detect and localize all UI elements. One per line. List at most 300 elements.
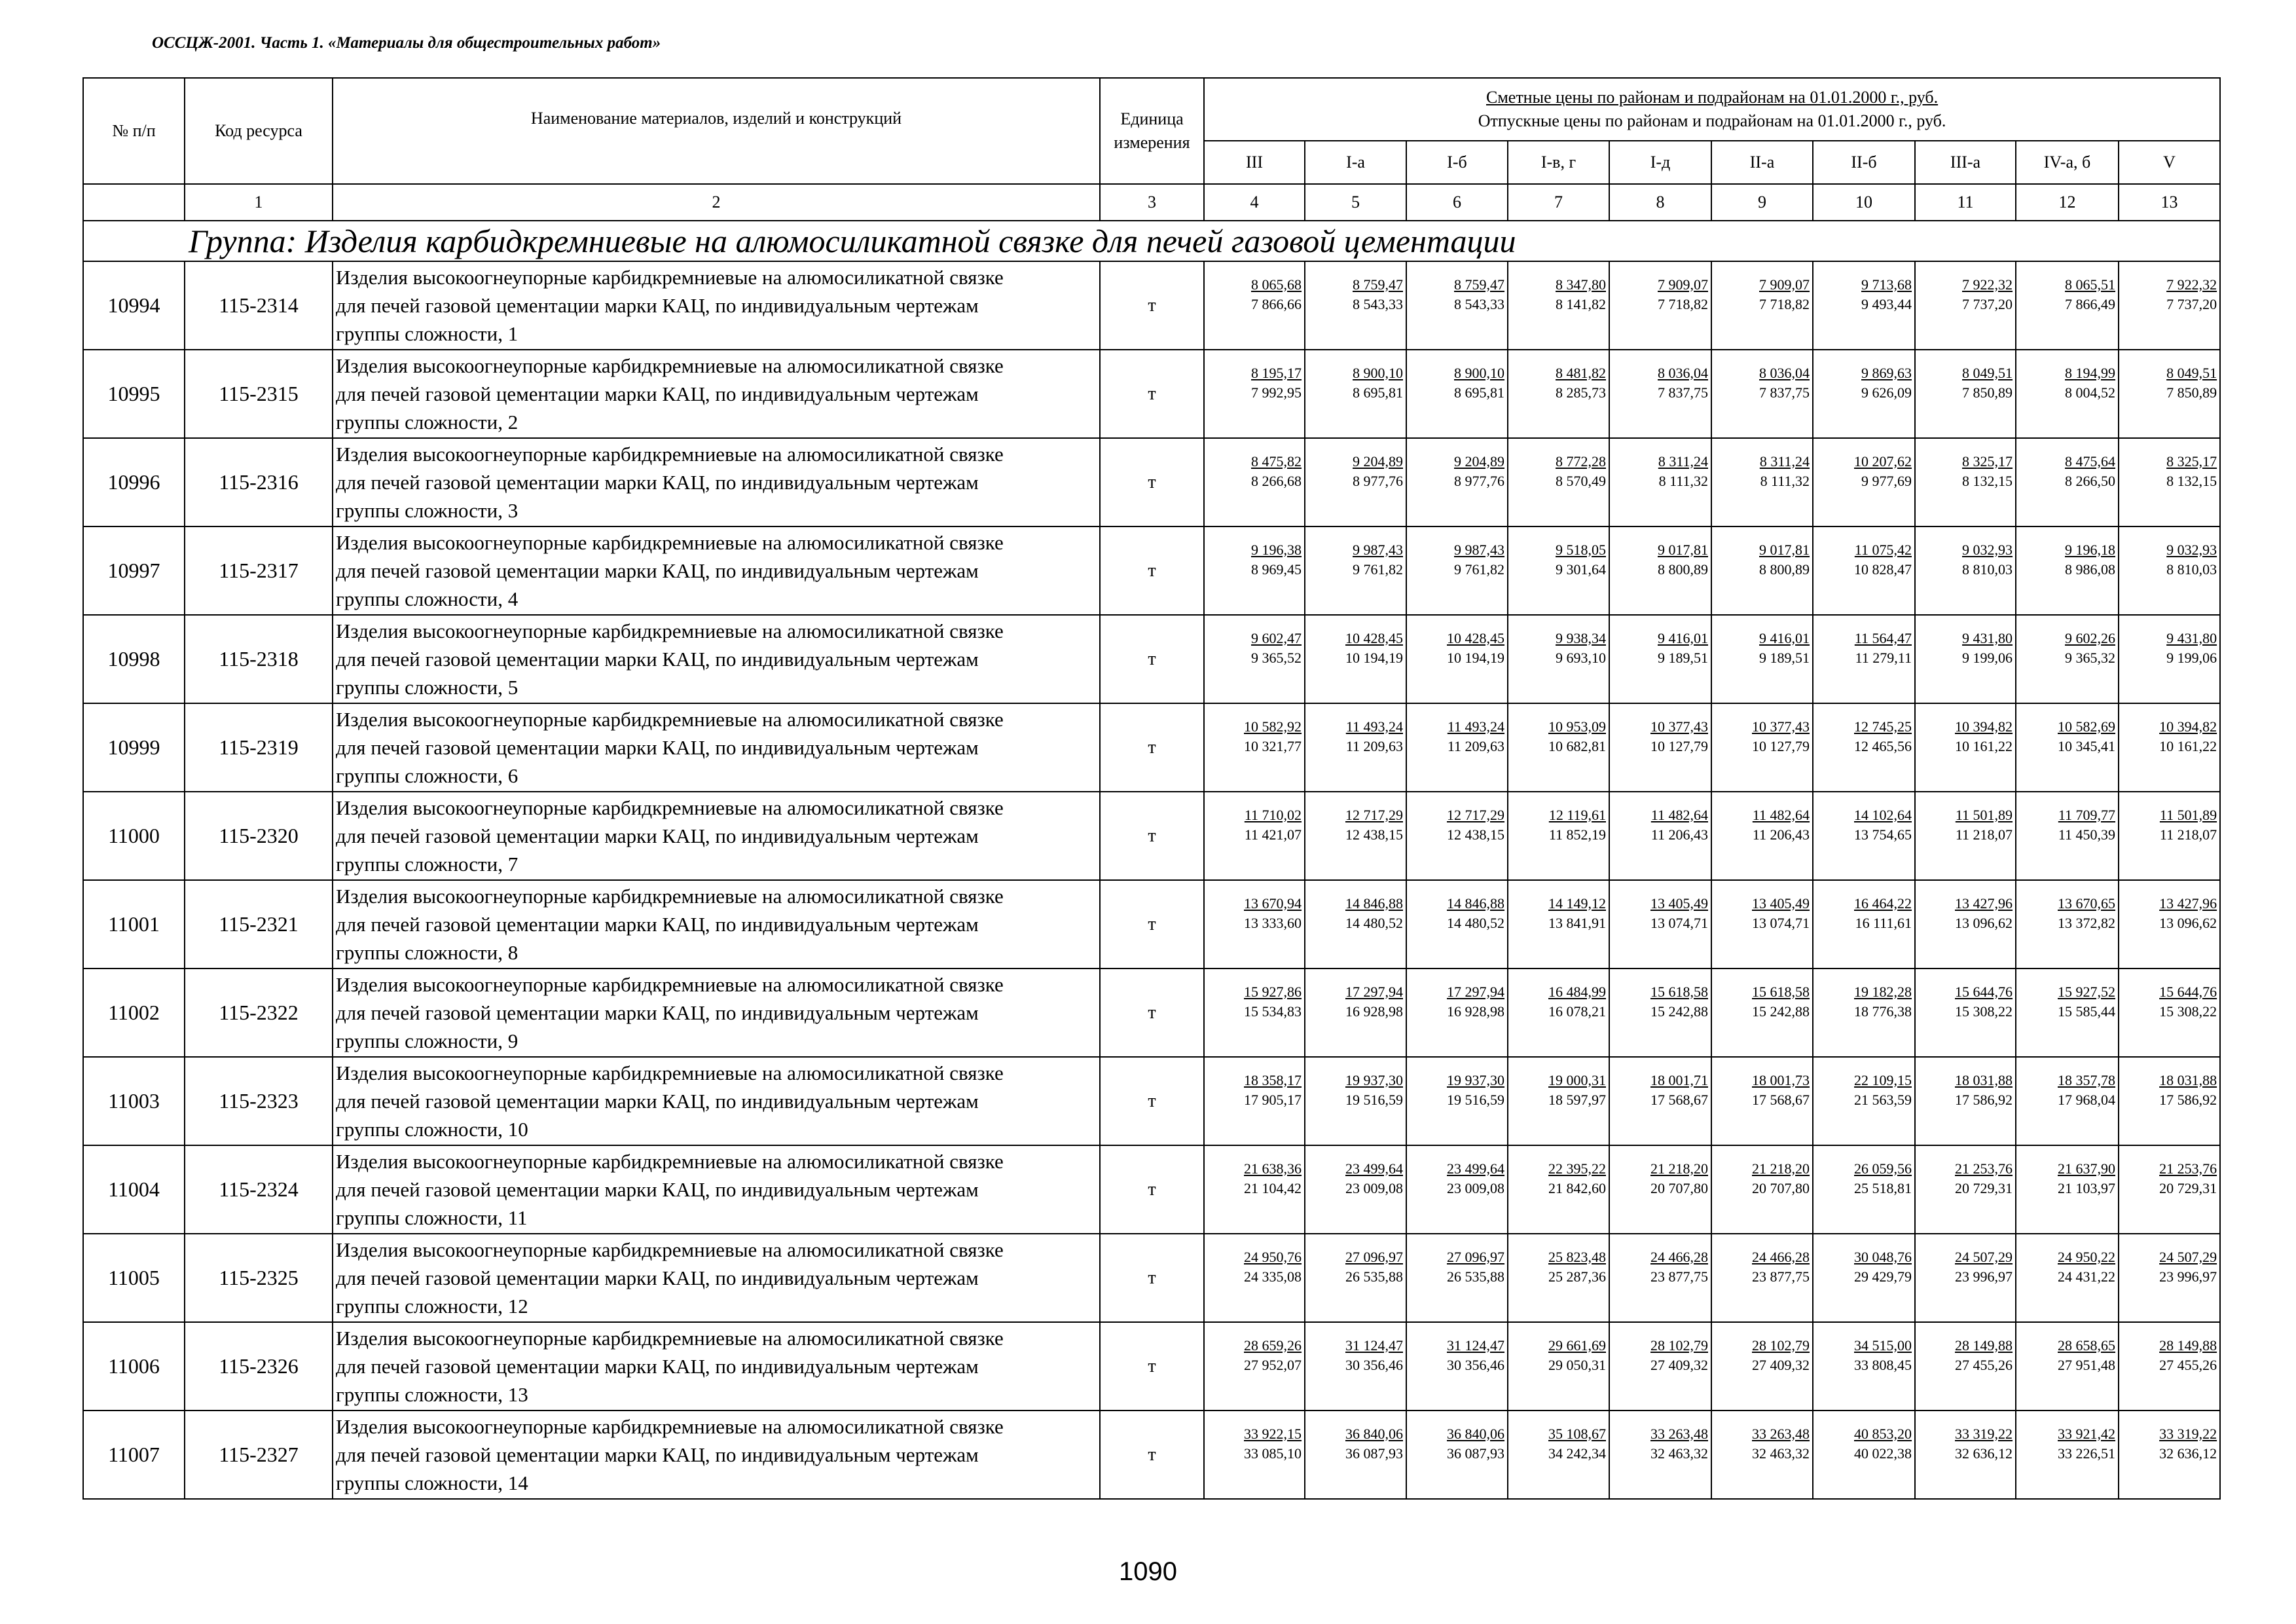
release-price: 8 111,32 xyxy=(1760,472,1810,489)
release-price: 7 737,20 xyxy=(1962,295,2013,312)
price-cell xyxy=(1406,969,1508,1057)
estimate-price: 40 853,20 xyxy=(1854,1425,1912,1442)
release-price: 27 455,26 xyxy=(2159,1356,2217,1373)
release-price: 9 977,69 xyxy=(1861,472,1912,489)
material-name-line: группы сложности, 8 xyxy=(336,941,519,964)
release-price: 13 096,62 xyxy=(2159,914,2217,931)
row-number: 10999 xyxy=(83,703,185,792)
estimate-price: 8 759,47 xyxy=(1454,276,1504,293)
release-price: 23 996,97 xyxy=(1955,1268,2013,1285)
estimate-price: 7 909,07 xyxy=(1658,276,1708,293)
release-price: 7 992,95 xyxy=(1251,384,1302,401)
price-cell xyxy=(1406,880,1508,969)
price-cell xyxy=(1609,880,1711,969)
release-price: 14 480,52 xyxy=(1345,914,1403,931)
estimate-price: 30 048,76 xyxy=(1854,1248,1912,1265)
release-price: 7 850,89 xyxy=(2166,384,2217,401)
price-cell xyxy=(1609,1145,1711,1234)
estimate-price: 24 507,29 xyxy=(2159,1248,2217,1265)
estimate-price: 18 031,88 xyxy=(1955,1071,2013,1088)
price-cell xyxy=(1915,1057,2016,1145)
price-cell xyxy=(1305,526,1406,615)
release-price: 9 365,52 xyxy=(1251,649,1302,666)
price-cell xyxy=(1915,350,2016,438)
table-body xyxy=(83,184,2220,1499)
price-cell xyxy=(1305,438,1406,526)
table-row xyxy=(83,1411,2220,1499)
release-price: 13 333,60 xyxy=(1244,914,1302,931)
price-cell xyxy=(2016,880,2119,969)
price-cell xyxy=(1406,1234,1508,1322)
release-price: 9 189,51 xyxy=(1759,649,1810,666)
price-cell xyxy=(1915,703,2016,792)
release-price: 20 729,31 xyxy=(2159,1179,2217,1196)
release-price: 13 074,71 xyxy=(1650,914,1708,931)
price-cell xyxy=(1204,1411,1305,1499)
price-cell xyxy=(1609,350,1711,438)
material-name-line: группы сложности, 5 xyxy=(336,676,519,699)
unit: т xyxy=(1100,526,1204,615)
estimate-price: 12 717,29 xyxy=(1447,806,1504,823)
release-price: 9 693,10 xyxy=(1556,649,1606,666)
release-price: 11 209,63 xyxy=(1447,737,1504,754)
unit: т xyxy=(1100,1145,1204,1234)
material-name-line: для печей газовой цементации марки КАЦ, по индивидуальным чертежам xyxy=(336,1355,979,1378)
price-cell xyxy=(1813,438,1915,526)
release-price: 11 279,11 xyxy=(1855,649,1912,666)
estimate-price: 11 493,24 xyxy=(1447,718,1504,735)
table-row xyxy=(83,1322,2220,1411)
unit: т xyxy=(1100,615,1204,703)
column-number: 13 xyxy=(2119,184,2220,221)
header-name: Наименование материалов, изделий и конструкций xyxy=(333,78,1100,184)
estimate-price: 8 475,82 xyxy=(1251,452,1302,470)
price-cell xyxy=(1305,1057,1406,1145)
row-number: 11001 xyxy=(83,880,185,969)
release-price: 17 586,92 xyxy=(1955,1091,2013,1108)
price-cell xyxy=(1508,1145,1609,1234)
release-price: 8 132,15 xyxy=(2166,472,2217,489)
material-name xyxy=(333,615,1100,703)
material-name xyxy=(333,703,1100,792)
price-cell xyxy=(1813,1322,1915,1411)
release-price: 8 977,76 xyxy=(1353,472,1403,489)
release-price: 27 409,32 xyxy=(1650,1356,1708,1373)
resource-code: 115-2319 xyxy=(185,703,333,792)
estimate-price: 36 840,06 xyxy=(1447,1425,1504,1442)
estimate-price: 9 196,38 xyxy=(1251,541,1302,558)
unit: т xyxy=(1100,350,1204,438)
release-price: 33 226,51 xyxy=(2058,1445,2115,1462)
estimate-price: 8 049,51 xyxy=(1962,364,2013,381)
release-price: 9 301,64 xyxy=(1556,561,1606,578)
price-cell xyxy=(1406,615,1508,703)
price-cell xyxy=(1204,615,1305,703)
release-price: 29 050,31 xyxy=(1548,1356,1606,1373)
estimate-price: 9 713,68 xyxy=(1861,276,1912,293)
release-price: 8 810,03 xyxy=(2166,561,2217,578)
material-name-line: группы сложности, 2 xyxy=(336,411,519,434)
column-number: 11 xyxy=(1915,184,2016,221)
header-unit: Единица измерения xyxy=(1100,78,1204,184)
price-cell xyxy=(1508,615,1609,703)
release-price: 16 928,98 xyxy=(1345,1003,1403,1020)
estimate-price: 10 394,82 xyxy=(2159,718,2217,735)
release-price: 8 266,68 xyxy=(1251,472,1302,489)
price-cell xyxy=(2016,615,2119,703)
table-row xyxy=(83,350,2220,438)
material-name xyxy=(333,526,1100,615)
material-name xyxy=(333,880,1100,969)
price-cell xyxy=(1406,1322,1508,1411)
material-name-line: Изделия высокоогнеупорные карбидкремниевые на алюмосиликатной связке xyxy=(336,1150,1004,1173)
price-cell xyxy=(1204,261,1305,350)
row-number: 10998 xyxy=(83,615,185,703)
table-row xyxy=(83,438,2220,526)
material-name-line: Изделия высокоогнеупорные карбидкремниевые на алюмосиликатной связке xyxy=(336,796,1004,819)
price-cell xyxy=(1204,792,1305,880)
price-cell xyxy=(1305,615,1406,703)
price-cell xyxy=(2119,880,2220,969)
price-cell xyxy=(1609,703,1711,792)
resource-code: 115-2321 xyxy=(185,880,333,969)
price-cell xyxy=(1915,615,2016,703)
material-name-line: для печей газовой цементации марки КАЦ, по индивидуальным чертежам xyxy=(336,1090,979,1113)
price-cell xyxy=(1711,703,1813,792)
estimate-price: 10 428,45 xyxy=(1345,629,1403,646)
price-cell xyxy=(1609,792,1711,880)
release-price: 29 429,79 xyxy=(1854,1268,1912,1285)
release-price: 8 800,89 xyxy=(1759,561,1810,578)
price-cell xyxy=(1609,526,1711,615)
estimate-price: 8 481,82 xyxy=(1556,364,1606,381)
price-cell xyxy=(1508,438,1609,526)
price-cell xyxy=(1204,969,1305,1057)
release-price: 36 087,93 xyxy=(1447,1445,1504,1462)
estimate-price: 11 482,64 xyxy=(1650,806,1708,823)
price-cell xyxy=(2016,1322,2119,1411)
price-cell xyxy=(1305,350,1406,438)
material-name-line: группы сложности, 12 xyxy=(336,1295,528,1318)
price-cell xyxy=(1915,792,2016,880)
estimate-price: 15 618,58 xyxy=(1650,983,1708,1000)
release-price: 24 335,08 xyxy=(1244,1268,1302,1285)
release-price: 23 009,08 xyxy=(1345,1179,1403,1196)
estimate-price: 15 618,58 xyxy=(1752,983,1810,1000)
release-price: 30 356,46 xyxy=(1447,1356,1504,1373)
price-cell xyxy=(1508,1411,1609,1499)
material-name-line: для печей газовой цементации марки КАЦ, по индивидуальным чертежам xyxy=(336,1178,979,1201)
estimate-price: 14 846,88 xyxy=(1447,895,1504,912)
estimate-price: 15 644,76 xyxy=(1955,983,2013,1000)
release-price: 17 586,92 xyxy=(2159,1091,2217,1108)
release-price: 11 450,39 xyxy=(2058,826,2115,843)
estimate-price: 10 582,92 xyxy=(1244,718,1302,735)
price-cell xyxy=(1915,969,2016,1057)
column-number: 7 xyxy=(1508,184,1609,221)
release-price: 8 969,45 xyxy=(1251,561,1302,578)
estimate-price: 8 772,28 xyxy=(1556,452,1606,470)
estimate-price: 33 319,22 xyxy=(2159,1425,2217,1442)
material-name-line: Изделия высокоогнеупорные карбидкремниевые на алюмосиликатной связке xyxy=(336,973,1004,996)
estimate-price: 10 428,45 xyxy=(1447,629,1504,646)
material-name-line: группы сложности, 4 xyxy=(336,587,519,610)
price-cell xyxy=(1305,1322,1406,1411)
release-price: 11 206,43 xyxy=(1752,826,1810,843)
estimate-price: 24 507,29 xyxy=(1955,1248,2013,1265)
price-cell xyxy=(1508,261,1609,350)
price-cell xyxy=(1508,1322,1609,1411)
header-region: III xyxy=(1204,141,1305,184)
price-cell xyxy=(1609,969,1711,1057)
release-price: 10 194,19 xyxy=(1447,649,1504,666)
estimate-price: 13 405,49 xyxy=(1752,895,1810,912)
table-row xyxy=(83,261,2220,350)
estimate-price: 19 937,30 xyxy=(1447,1071,1504,1088)
estimate-price: 28 102,79 xyxy=(1650,1337,1708,1354)
price-cell xyxy=(2016,261,2119,350)
release-price: 15 308,22 xyxy=(1955,1003,2013,1020)
price-cell xyxy=(1813,880,1915,969)
material-name xyxy=(333,1234,1100,1322)
price-cell xyxy=(1406,792,1508,880)
estimate-price: 8 311,24 xyxy=(1658,452,1708,470)
material-name-line: группы сложности, 10 xyxy=(336,1118,528,1141)
price-cell xyxy=(2016,526,2119,615)
estimate-price: 28 102,79 xyxy=(1752,1337,1810,1354)
price-cell xyxy=(1915,526,2016,615)
price-cell xyxy=(2119,350,2220,438)
release-price: 21 103,97 xyxy=(2058,1179,2115,1196)
price-cell xyxy=(1813,969,1915,1057)
material-name xyxy=(333,1322,1100,1411)
price-cell xyxy=(1711,438,1813,526)
price-cell xyxy=(1711,792,1813,880)
price-cell xyxy=(1204,1322,1305,1411)
release-price: 7 837,75 xyxy=(1658,384,1708,401)
material-name-line: группы сложности, 14 xyxy=(336,1471,528,1494)
estimate-price: 24 466,28 xyxy=(1752,1248,1810,1265)
price-cell xyxy=(2016,1411,2119,1499)
column-number: 4 xyxy=(1204,184,1305,221)
material-name-line: для печей газовой цементации марки КАЦ, по индивидуальным чертежам xyxy=(336,471,979,494)
release-price: 24 431,22 xyxy=(2058,1268,2115,1285)
price-cell xyxy=(1508,880,1609,969)
table-row xyxy=(83,703,2220,792)
price-cell xyxy=(1915,1234,2016,1322)
release-price: 10 828,47 xyxy=(1854,561,1912,578)
release-price: 8 695,81 xyxy=(1353,384,1403,401)
header-region: II-а xyxy=(1711,141,1813,184)
price-cell xyxy=(2016,703,2119,792)
price-cell xyxy=(1204,703,1305,792)
estimate-price: 11 482,64 xyxy=(1752,806,1810,823)
release-price: 10 127,79 xyxy=(1650,737,1708,754)
price-cell xyxy=(1508,969,1609,1057)
release-price: 32 636,12 xyxy=(1955,1445,2013,1462)
price-cell xyxy=(1508,1057,1609,1145)
resource-code: 115-2323 xyxy=(185,1057,333,1145)
release-price: 19 516,59 xyxy=(1345,1091,1403,1108)
price-cell xyxy=(1204,438,1305,526)
resource-code: 115-2326 xyxy=(185,1322,333,1411)
material-name-line: группы сложности, 9 xyxy=(336,1029,519,1052)
price-cell xyxy=(2119,438,2220,526)
estimate-price: 9 602,26 xyxy=(2065,629,2115,646)
header-region: III-а xyxy=(1915,141,2016,184)
estimate-price: 16 484,99 xyxy=(1548,983,1606,1000)
row-number: 11000 xyxy=(83,792,185,880)
row-number: 10994 xyxy=(83,261,185,350)
release-price: 8 695,81 xyxy=(1454,384,1504,401)
material-name-line: Изделия высокоогнеупорные карбидкремниевые на алюмосиликатной связке xyxy=(336,1061,1004,1084)
material-name-line: для печей газовой цементации марки КАЦ, по индивидуальным чертежам xyxy=(336,559,979,582)
estimate-price: 9 602,47 xyxy=(1251,629,1302,646)
estimate-price: 11 564,47 xyxy=(1854,629,1912,646)
release-price: 13 841,91 xyxy=(1548,914,1606,931)
release-price: 23 009,08 xyxy=(1447,1179,1504,1196)
price-cell xyxy=(1711,526,1813,615)
price-cell xyxy=(1406,438,1508,526)
estimate-price: 9 938,34 xyxy=(1556,629,1606,646)
release-price: 16 078,21 xyxy=(1548,1003,1606,1020)
estimate-price: 9 204,89 xyxy=(1454,452,1504,470)
release-price: 8 285,73 xyxy=(1556,384,1606,401)
table-row xyxy=(83,1234,2220,1322)
release-price: 10 321,77 xyxy=(1244,737,1302,754)
estimate-price: 28 149,88 xyxy=(1955,1337,2013,1354)
unit: т xyxy=(1100,1411,1204,1499)
release-price: 9 493,44 xyxy=(1861,295,1912,312)
release-price: 13 372,82 xyxy=(2058,914,2115,931)
material-name xyxy=(333,261,1100,350)
price-cell xyxy=(1305,1411,1406,1499)
column-number: 12 xyxy=(2016,184,2119,221)
estimate-price: 31 124,47 xyxy=(1345,1337,1403,1354)
price-cell xyxy=(2119,615,2220,703)
price-cell xyxy=(1711,350,1813,438)
release-price: 25 287,36 xyxy=(1548,1268,1606,1285)
price-cell xyxy=(2016,1145,2119,1234)
estimate-price: 13 427,96 xyxy=(1955,895,2013,912)
release-price: 15 242,88 xyxy=(1650,1003,1708,1020)
column-number: 6 xyxy=(1406,184,1508,221)
release-price: 7 737,20 xyxy=(2166,295,2217,312)
estimate-price: 10 953,09 xyxy=(1548,718,1606,735)
release-price: 12 465,56 xyxy=(1854,737,1912,754)
estimate-price: 8 325,17 xyxy=(1962,452,2013,470)
release-price: 36 087,93 xyxy=(1345,1445,1403,1462)
release-price: 9 626,09 xyxy=(1861,384,1912,401)
resource-code: 115-2314 xyxy=(185,261,333,350)
price-cell xyxy=(1915,438,2016,526)
material-name xyxy=(333,969,1100,1057)
material-name xyxy=(333,350,1100,438)
estimate-price: 8 049,51 xyxy=(2166,364,2217,381)
estimate-price: 12 745,25 xyxy=(1854,718,1912,735)
material-name-line: для печей газовой цементации марки КАЦ, по индивидуальным чертежам xyxy=(336,1266,979,1289)
estimate-price: 24 950,76 xyxy=(1244,1248,1302,1265)
release-price: 7 850,89 xyxy=(1962,384,2013,401)
release-price: 27 951,48 xyxy=(2058,1356,2115,1373)
estimate-price: 22 395,22 xyxy=(1548,1160,1606,1177)
release-price: 26 535,88 xyxy=(1447,1268,1504,1285)
estimate-price: 8 475,64 xyxy=(2065,452,2115,470)
estimate-price: 8 036,04 xyxy=(1759,364,1810,381)
release-price: 15 585,44 xyxy=(2058,1003,2115,1020)
price-cell xyxy=(2119,261,2220,350)
release-price: 16 928,98 xyxy=(1447,1003,1504,1020)
price-cell xyxy=(1406,1411,1508,1499)
price-cell xyxy=(2016,792,2119,880)
estimate-price: 9 032,93 xyxy=(1962,541,2013,558)
price-cell xyxy=(2016,438,2119,526)
price-table xyxy=(82,77,2221,1500)
release-price: 8 543,33 xyxy=(1454,295,1504,312)
estimate-price: 9 032,93 xyxy=(2166,541,2217,558)
price-cell xyxy=(1609,438,1711,526)
price-cell xyxy=(1711,1057,1813,1145)
material-name-line: для печей газовой цементации марки КАЦ, по индивидуальным чертежам xyxy=(336,736,979,759)
estimate-price: 33 922,15 xyxy=(1244,1425,1302,1442)
column-number: 3 xyxy=(1100,184,1204,221)
estimate-price: 33 263,48 xyxy=(1650,1425,1708,1442)
release-price: 8 543,33 xyxy=(1353,295,1403,312)
estimate-price: 18 357,78 xyxy=(2058,1071,2115,1088)
release-price: 8 111,32 xyxy=(1658,472,1708,489)
price-cell xyxy=(1813,792,1915,880)
release-price: 7 866,66 xyxy=(1251,295,1302,312)
release-price: 7 718,82 xyxy=(1658,295,1708,312)
release-price: 7 718,82 xyxy=(1759,295,1810,312)
unit: т xyxy=(1100,1057,1204,1145)
estimate-price: 8 311,24 xyxy=(1759,452,1810,470)
material-name-line: Изделия высокоогнеупорные карбидкремниевые на алюмосиликатной связке xyxy=(336,708,1004,731)
material-name-line: Изделия высокоогнеупорные карбидкремниевые на алюмосиликатной связке xyxy=(336,1415,1004,1438)
price-cell xyxy=(1204,880,1305,969)
release-price: 32 463,32 xyxy=(1650,1445,1708,1462)
estimate-price: 8 325,17 xyxy=(2166,452,2217,470)
header-region: V xyxy=(2119,141,2220,184)
price-cell xyxy=(1813,261,1915,350)
release-price: 8 986,08 xyxy=(2065,561,2115,578)
release-price: 10 682,81 xyxy=(1548,737,1606,754)
estimate-price: 15 927,86 xyxy=(1244,983,1302,1000)
unit: т xyxy=(1100,703,1204,792)
material-name-line: для печей газовой цементации марки КАЦ, по индивидуальным чертежам xyxy=(336,1001,979,1024)
price-cell xyxy=(1915,880,2016,969)
row-number: 10996 xyxy=(83,438,185,526)
price-cell xyxy=(1711,261,1813,350)
price-cell xyxy=(1204,1057,1305,1145)
group-row xyxy=(83,221,2220,261)
release-price: 10 127,79 xyxy=(1752,737,1810,754)
unit: т xyxy=(1100,1234,1204,1322)
row-number: 11005 xyxy=(83,1234,185,1322)
release-price: 33 085,10 xyxy=(1244,1445,1302,1462)
estimate-price: 14 846,88 xyxy=(1345,895,1403,912)
price-cell xyxy=(1204,350,1305,438)
release-price: 32 636,12 xyxy=(2159,1445,2217,1462)
price-cell xyxy=(1711,880,1813,969)
price-cell xyxy=(2016,350,2119,438)
release-price: 8 004,52 xyxy=(2065,384,2115,401)
column-number: 9 xyxy=(1711,184,1813,221)
price-cell xyxy=(1711,615,1813,703)
release-price: 13 754,65 xyxy=(1854,826,1912,843)
price-cell xyxy=(1204,526,1305,615)
estimate-price: 8 347,80 xyxy=(1556,276,1606,293)
